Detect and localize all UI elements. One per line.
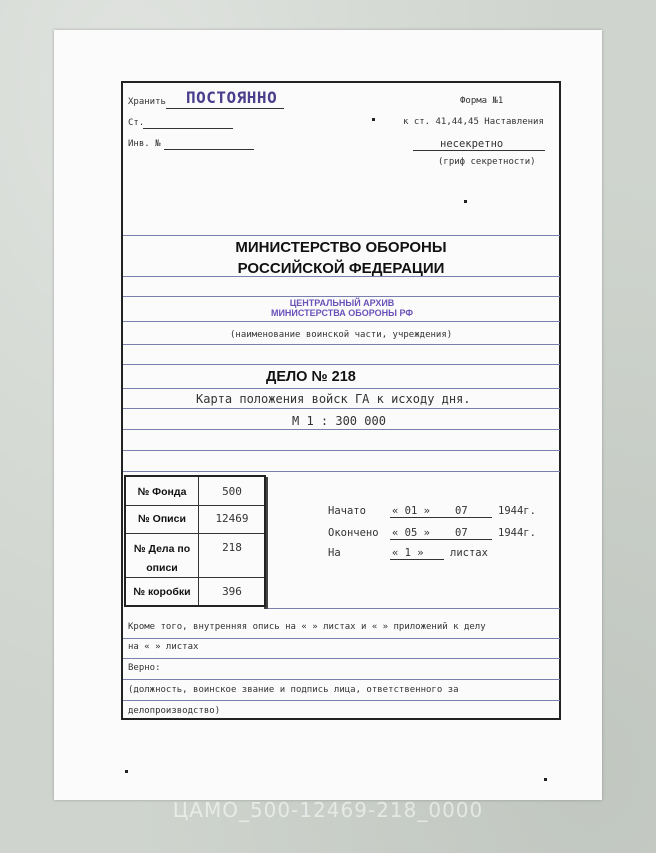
rule-line bbox=[123, 471, 560, 472]
started-month: 07 bbox=[455, 505, 468, 517]
case-value: 218 bbox=[222, 541, 242, 554]
inventory-underline bbox=[164, 149, 254, 150]
map-scale: М 1 : 300 000 bbox=[292, 414, 386, 428]
keep-underline bbox=[166, 108, 284, 109]
sheets-label: На bbox=[328, 547, 341, 559]
inventory-note-line2: на « » листах bbox=[128, 642, 199, 652]
table-divider bbox=[126, 505, 264, 506]
articles-reference: к ст. 41,44,45 Наставления bbox=[403, 117, 544, 127]
paper-speck bbox=[125, 770, 128, 773]
permanent-stamp: ПОСТОЯННО bbox=[186, 88, 278, 107]
rule-line bbox=[123, 235, 560, 236]
paper-speck bbox=[372, 118, 375, 121]
started-day: « 01 » bbox=[392, 505, 430, 517]
ministry-title-line1: МИНИСТЕРСТВО ОБОРОНЫ bbox=[235, 239, 447, 256]
signature-caption-line1: (должность, воинское звание и подпись лица, ответственного за bbox=[128, 685, 459, 695]
archive-index-table bbox=[124, 475, 266, 607]
rule-line bbox=[123, 638, 560, 639]
rule-line bbox=[123, 321, 560, 322]
started-year: 1944г. bbox=[498, 505, 536, 517]
rule-line bbox=[123, 450, 560, 451]
form-label: Форма №1 bbox=[460, 96, 504, 106]
verified-label: Верно: bbox=[128, 663, 161, 673]
case-number: ДЕЛО № 218 bbox=[266, 369, 356, 385]
rule-line bbox=[123, 700, 560, 701]
sheets-underline bbox=[390, 559, 444, 560]
rule-line bbox=[123, 408, 560, 409]
rule-line bbox=[123, 679, 560, 680]
rule-line bbox=[123, 296, 560, 297]
ended-day: « 05 » bbox=[392, 527, 430, 539]
case-label-line1: № Дела по bbox=[133, 543, 191, 555]
rule-line bbox=[123, 429, 560, 430]
archive-stamp bbox=[262, 298, 422, 318]
inventory-label: Инв. № bbox=[128, 139, 161, 149]
inventory-list-value: 12469 bbox=[215, 512, 249, 525]
fund-value: 500 bbox=[222, 485, 242, 498]
ended-label: Окончено bbox=[328, 527, 379, 539]
sheets-count: « 1 » bbox=[392, 547, 424, 559]
case-description: Карта положения войск ГА к исходу дня. bbox=[196, 392, 471, 406]
ended-year: 1944г. bbox=[498, 527, 536, 539]
box-value: 396 bbox=[222, 585, 242, 598]
fund-label: № Фонда bbox=[137, 486, 187, 498]
table-divider bbox=[126, 577, 264, 578]
paper-speck bbox=[544, 778, 547, 781]
started-underline bbox=[390, 517, 492, 518]
paper-speck bbox=[464, 200, 467, 203]
box-label: № коробки bbox=[133, 586, 191, 598]
secrecy-caption: (гриф секретности) bbox=[438, 157, 536, 167]
ended-underline bbox=[390, 539, 492, 540]
sheets-word: листах bbox=[450, 547, 488, 559]
secrecy-underline bbox=[413, 150, 545, 151]
archive-stamp-line1: ЦЕНТРАЛЬНЫЙ АРХИВ bbox=[289, 298, 395, 308]
article-underline bbox=[143, 128, 233, 129]
signature-caption-line2: делопроизводство) bbox=[128, 706, 221, 716]
started-label: Начато bbox=[328, 505, 366, 517]
secrecy-value: несекретно bbox=[440, 138, 504, 150]
rule-line bbox=[123, 658, 560, 659]
article-label: Ст. bbox=[128, 118, 145, 128]
rule-line bbox=[266, 608, 560, 609]
inventory-list-label: № Описи bbox=[138, 513, 186, 525]
rule-line bbox=[123, 388, 560, 389]
ended-month: 07 bbox=[455, 527, 468, 539]
keep-label: Хранить bbox=[128, 97, 166, 107]
unit-caption: (наименование воинской части, учреждения) bbox=[230, 330, 453, 340]
inventory-note-line1: Кроме того, внутренняя опись на « » листах и « » приложений к делу bbox=[128, 622, 486, 632]
archive-stamp-line2: МИНИСТЕРСТВА ОБОРОНЫ РФ bbox=[270, 308, 414, 318]
rule-line bbox=[123, 344, 560, 345]
rule-line bbox=[123, 364, 560, 365]
ministry-title-line2: РОССИЙСКОЙ ФЕДЕРАЦИИ bbox=[237, 260, 445, 277]
archive-watermark: ЦАМО_500-12469-218_0000 bbox=[172, 798, 484, 822]
case-label-line2: описи bbox=[146, 562, 178, 574]
table-divider bbox=[126, 533, 264, 534]
